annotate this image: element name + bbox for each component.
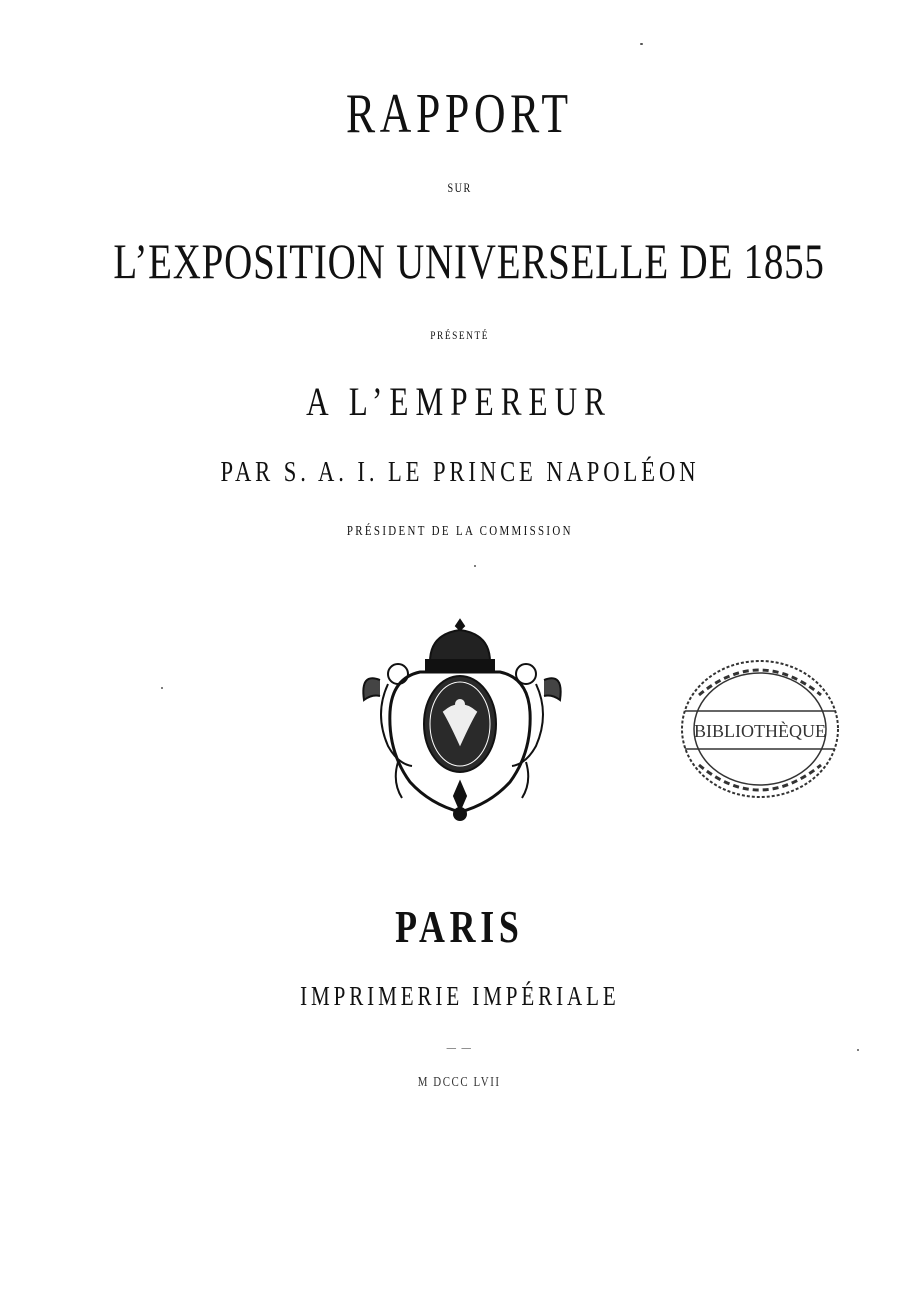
library-stamp-icon: [677, 655, 843, 803]
imperial-coat-of-arms-icon: [358, 612, 563, 827]
imprint-separator: — —: [446, 1040, 473, 1054]
speck-mark: [640, 43, 643, 45]
speck-mark: [161, 687, 163, 689]
speck-mark: [857, 1049, 859, 1051]
author-line: PAR S. A. I. LE PRINCE NAPOLÉON: [220, 456, 699, 488]
title-connector: SUR: [447, 180, 472, 195]
stamp-text: BIBLIOTHÈQUE: [694, 721, 826, 741]
document-title: RAPPORT: [346, 83, 573, 145]
presente-label: PRÉSENTÉ: [430, 328, 489, 342]
imprint-year: M DCCC LVII: [418, 1075, 501, 1090]
imprint-city: PARIS: [395, 901, 524, 952]
recipient-heading: A L’EMPEREUR: [306, 379, 613, 424]
speck-mark: [474, 565, 476, 567]
imprint-printer: IMPRIMERIE IMPÉRIALE: [299, 981, 620, 1011]
exposition-heading: L’EXPOSITION UNIVERSELLE DE 1855: [113, 233, 826, 289]
author-role: PRÉSIDENT DE LA COMMISSION: [346, 524, 573, 539]
